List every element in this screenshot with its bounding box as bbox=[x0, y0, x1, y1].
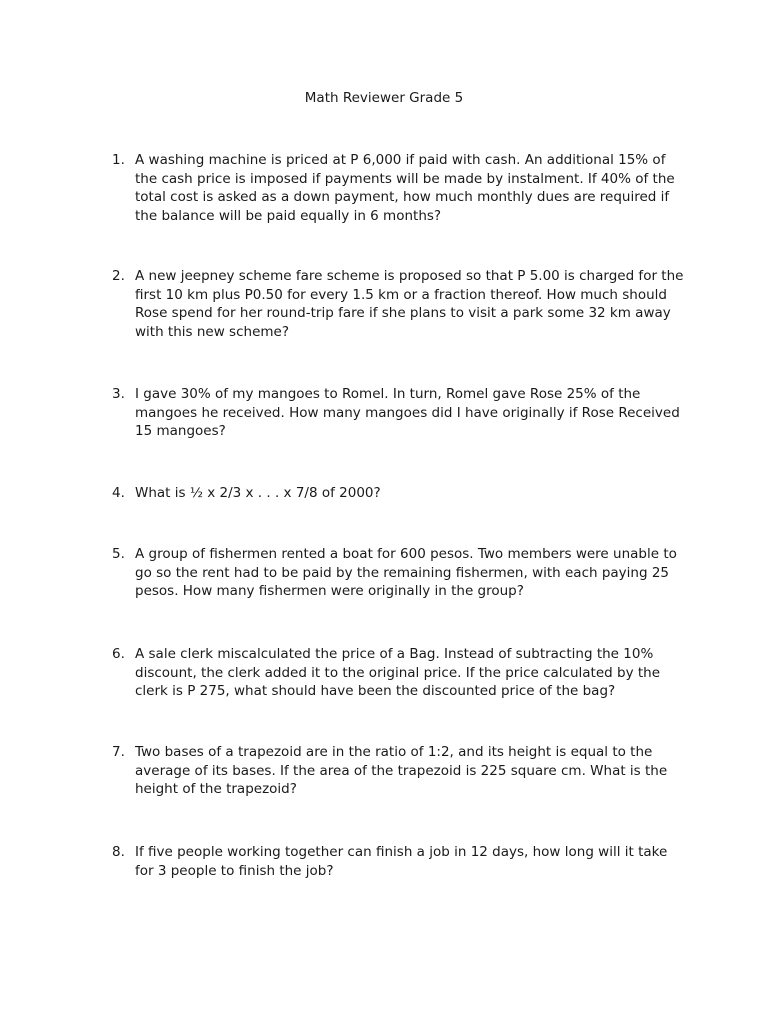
question-number: 1. bbox=[112, 152, 125, 168]
question-item-1 bbox=[112, 151, 687, 225]
question-text: If five people working together can finish a job in 12 days, how long will it take for 3 people to finish the job? bbox=[135, 844, 668, 879]
question-number: 8. bbox=[112, 844, 125, 860]
question-number: 7. bbox=[112, 744, 125, 760]
question-number: 6. bbox=[112, 646, 125, 662]
question-number: 3. bbox=[112, 386, 125, 402]
question-text: A washing machine is priced at P 6,000 if paid with cash. An additional 15% of the cash price is imposed if payments will be made by instalment. If 40% of the total cost is asked as a down payment, how much monthly dues are required if the balance will be paid equally in 6 months? bbox=[135, 152, 675, 224]
question-item-3 bbox=[112, 385, 687, 441]
question-text: What is ½ x 2/3 x . . . x 7/8 of 2000? bbox=[135, 485, 381, 501]
question-text: A group of fishermen rented a boat for 600 pesos. Two members were unable to go so the rent had to be paid by the remaining fishermen, with each paying 25 pesos. How many fishermen were originally in the group? bbox=[135, 546, 677, 599]
question-number: 4. bbox=[112, 485, 125, 501]
question-number: 5. bbox=[112, 546, 125, 562]
question-text: A new jeepney scheme fare scheme is proposed so that P 5.00 is charged for the first 10 km plus P0.50 for every 1.5 km or a fraction thereof. How much should Rose spend for her round-trip fare if she plans to visit a park some 32 km away with this new scheme? bbox=[135, 268, 684, 340]
question-text: Two bases of a trapezoid are in the ratio of 1:2, and its height is equal to the average of its bases. If the area of the trapezoid is 225 square cm. What is the height of the trapezoid? bbox=[135, 744, 668, 797]
question-item-8 bbox=[112, 843, 687, 880]
question-item-7 bbox=[112, 743, 687, 799]
page-title: Math Reviewer Grade 5 bbox=[304, 90, 464, 106]
question-item-5 bbox=[112, 545, 687, 601]
question-text: I gave 30% of my mangoes to Romel. In turn, Romel gave Rose 25% of the mangoes he received. How many mangoes did I have originally if Rose Received 15 mangoes? bbox=[135, 386, 680, 439]
question-item-4 bbox=[112, 484, 687, 503]
question-item-6 bbox=[112, 645, 687, 701]
question-item-2 bbox=[112, 267, 687, 341]
question-text: A sale clerk miscalculated the price of a Bag. Instead of subtracting the 10% discount, the clerk added it to the original price. If the price calculated by the clerk is P 275, what should have been the discounted price of the bag? bbox=[135, 646, 661, 699]
question-number: 2. bbox=[112, 268, 125, 284]
